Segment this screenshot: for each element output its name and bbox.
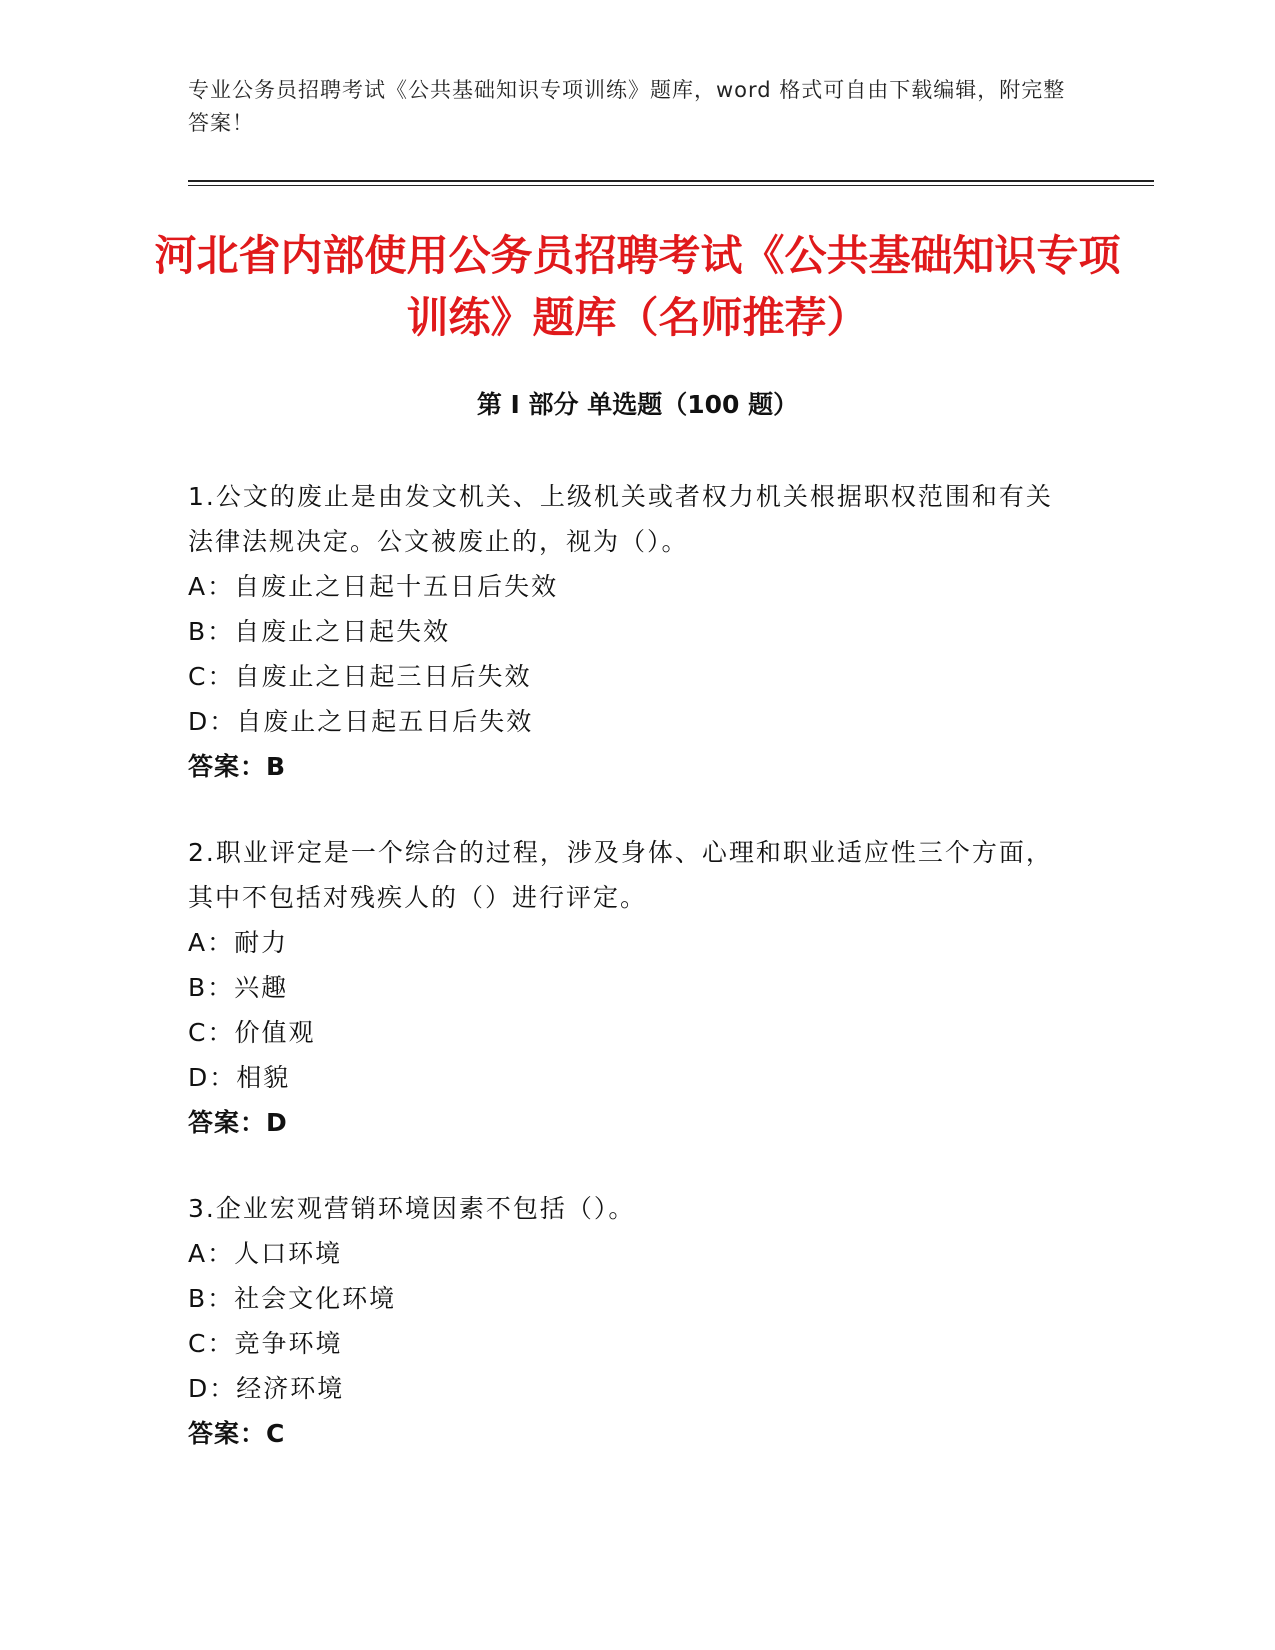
- option-d: D：经济环境: [188, 1374, 345, 1403]
- option-a: A：耐力: [188, 928, 289, 957]
- option-c: C：竞争环境: [188, 1329, 343, 1358]
- option-b: B：社会文化环境: [188, 1284, 397, 1313]
- header-note: 专业公务员招聘考试《公共基础知识专项训练》题库，word 格式可自由下载编辑，附完整答案！: [188, 78, 1066, 135]
- question-item: [188, 1186, 1068, 1456]
- question-item: [188, 830, 1068, 1145]
- question-item: [188, 474, 1068, 789]
- option-a: A：人口环境: [188, 1239, 343, 1268]
- option-c: C：自废止之日起三日后失效: [188, 662, 532, 691]
- header-divider: [188, 180, 1154, 182]
- question-list: [188, 474, 1068, 1497]
- option-a: A：自废止之日起十五日后失效: [188, 572, 559, 601]
- question-stem: 3.企业宏观营销环境因素不包括（）。: [188, 1194, 636, 1223]
- answer: 答案：D: [188, 1108, 288, 1137]
- section-title: 第 I 部分 单选题（100 题）: [476, 390, 799, 419]
- question-stem: 2.职业评定是一个综合的过程，涉及身体、心理和职业适应性三个方面，其中不包括对残疾人的（）进行评定。: [188, 838, 1053, 912]
- option-b: B：兴趣: [188, 973, 289, 1002]
- header-divider-thin: [188, 185, 1154, 186]
- answer: 答案：B: [188, 752, 287, 781]
- option-c: C：价值观: [188, 1018, 316, 1047]
- document-title: 河北省内部使用公务员招聘考试《公共基础知识专项训练》题库（名师推荐）: [154, 231, 1121, 342]
- question-stem: 1.公文的废止是由发文机关、上级机关或者权力机关根据职权范围和有关法律法规决定。公文被废止的，视为（）。: [188, 482, 1053, 556]
- option-d: D：相貌: [188, 1063, 291, 1092]
- answer: 答案：C: [188, 1419, 286, 1448]
- option-b: B：自废止之日起失效: [188, 617, 451, 646]
- option-d: D：自废止之日起五日后失效: [188, 707, 534, 736]
